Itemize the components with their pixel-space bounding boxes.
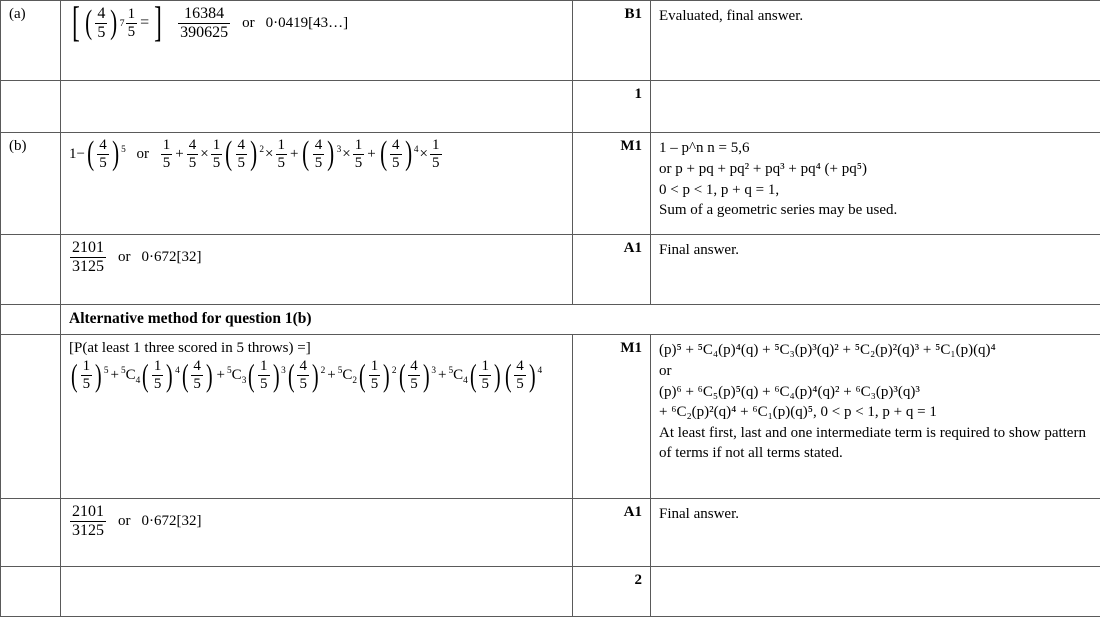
paren-group bbox=[246, 359, 281, 392]
exponent-two: 2 bbox=[321, 366, 326, 376]
exponent-five: 5 bbox=[104, 366, 109, 376]
table-row bbox=[1, 133, 1100, 235]
right-paren: ) bbox=[273, 363, 280, 388]
or-word-b: or bbox=[130, 146, 157, 162]
equals-sign: = bbox=[138, 15, 151, 32]
question-label-b-total bbox=[1, 567, 61, 617]
question-label-alt-header bbox=[1, 305, 61, 335]
question-label-alt bbox=[1, 335, 61, 499]
alternative-method-header: Alternative method for question 1(b) bbox=[61, 305, 1100, 335]
right-paren: ) bbox=[110, 10, 117, 37]
mark-cell-alt-answer: A1 bbox=[573, 499, 651, 567]
combination-superscript-five: 5 bbox=[448, 366, 453, 376]
square-bracket-group: [ ( $\frac{4}{5}$ ) 7 $\frac{1}{5}$ = ] bbox=[69, 6, 165, 41]
note-line-b-3: 0 < p < 1, p + q = 1, bbox=[659, 181, 1092, 201]
paren-group bbox=[378, 138, 414, 171]
fraction-answer: $\frac{2101}{3125}$ bbox=[70, 240, 106, 275]
plus-sign: + bbox=[215, 367, 227, 383]
fraction-one-fifth: $\frac{1}{5}$ bbox=[81, 359, 93, 392]
fraction-four-fifths: $\frac{4}{5}$ bbox=[95, 6, 107, 41]
fraction-one-fifth: $\frac{1}{5}$ bbox=[211, 138, 223, 171]
combination-superscript-five: 5 bbox=[121, 366, 126, 376]
note-alt-line-2: (p)⁶ + ⁶C₅(p)⁵(q) + ⁶C₄(p)⁴(q)² + ⁶C₃(p)³(q)³ bbox=[659, 383, 1092, 403]
exponent-three: 3 bbox=[431, 366, 436, 376]
times-sign: × bbox=[199, 146, 209, 162]
right-paren: ) bbox=[423, 363, 430, 388]
left-paren: ( bbox=[182, 363, 189, 388]
paren-group bbox=[300, 138, 336, 171]
question-label-a-total bbox=[1, 81, 61, 133]
exponent-four: 4 bbox=[537, 366, 542, 376]
combination-symbol-C: C bbox=[232, 367, 242, 383]
mark-cell-alt: M1 bbox=[573, 335, 651, 499]
question-label-b: (b) bbox=[1, 133, 61, 235]
left-paren: ( bbox=[303, 141, 310, 168]
mark-cell-b: M1 bbox=[573, 133, 651, 235]
left-paren: ( bbox=[288, 363, 295, 388]
times-sign: × bbox=[419, 146, 429, 162]
plus-sign: + bbox=[365, 146, 377, 162]
table-row bbox=[1, 567, 1100, 617]
question-label-b-answer bbox=[1, 235, 61, 305]
table-row bbox=[1, 1, 1100, 81]
fraction-four-fifths: $\frac{4}{5}$ bbox=[236, 138, 248, 171]
fraction-one-fifth: $\frac{1}{5}$ bbox=[276, 138, 288, 171]
paren-group bbox=[140, 359, 175, 392]
plus-sign: + bbox=[173, 146, 185, 162]
left-paren: ( bbox=[85, 10, 92, 37]
paren-group bbox=[397, 359, 432, 392]
mark-cell-a: B1 bbox=[573, 1, 651, 81]
fraction-four-fifths: $\frac{4}{5}$ bbox=[191, 359, 203, 392]
one-minus: 1− bbox=[69, 146, 85, 162]
combination-subscript-two: 2 bbox=[352, 376, 357, 386]
left-paren: ( bbox=[142, 363, 149, 388]
left-paren: ( bbox=[225, 141, 232, 168]
working-cell-a-total bbox=[61, 81, 573, 133]
fraction-four-fifths: $\frac{4}{5}$ bbox=[187, 138, 199, 171]
answer-formula-alt bbox=[69, 504, 202, 539]
left-paren: ( bbox=[399, 363, 406, 388]
mark-total-a: 1 bbox=[573, 81, 651, 133]
plus-sign: + bbox=[288, 146, 300, 162]
fraction-one-fifth: $\frac{1}{5}$ bbox=[152, 359, 164, 392]
or-word-alt-answer: or bbox=[111, 513, 138, 529]
note-cell-alt bbox=[651, 335, 1100, 499]
paren-group bbox=[83, 6, 120, 41]
right-paren: ) bbox=[494, 363, 501, 388]
working-cell-alt-answer bbox=[61, 499, 573, 567]
exponent-three: 3 bbox=[281, 366, 286, 376]
right-paren: ) bbox=[95, 363, 102, 388]
note-cell-b bbox=[651, 133, 1100, 235]
fraction-answer: $\frac{2101}{3125}$ bbox=[70, 504, 106, 539]
note-cell-b-answer bbox=[651, 235, 1100, 305]
note-text-b-answer: Final answer. bbox=[659, 241, 1092, 261]
mark-cell-b-answer: A1 bbox=[573, 235, 651, 305]
fraction-four-fifths: $\frac{4}{5}$ bbox=[514, 359, 526, 392]
working-cell-alt bbox=[61, 335, 573, 499]
mark-total-b: 2 bbox=[573, 567, 651, 617]
exponent-four: 4 bbox=[414, 145, 419, 155]
combination-superscript-five: 5 bbox=[338, 366, 343, 376]
fraction-four-fifths: $\frac{4}{5}$ bbox=[390, 138, 402, 171]
fraction-one-fifth: $\frac{1}{5}$ bbox=[369, 359, 381, 392]
decimal-value-alt: 0·672[32] bbox=[142, 513, 202, 529]
plus-sign: + bbox=[436, 367, 448, 383]
answer-formula-b bbox=[69, 240, 202, 275]
question-label-alt-answer bbox=[1, 499, 61, 567]
note-cell-alt-answer bbox=[651, 499, 1100, 567]
combination-superscript-five: 5 bbox=[227, 366, 232, 376]
combination-symbol-C: C bbox=[342, 367, 352, 383]
table-row bbox=[1, 499, 1100, 567]
exponent-four: 4 bbox=[175, 366, 180, 376]
right-paren: ) bbox=[250, 141, 257, 168]
fraction-four-fifths: $\frac{4}{5}$ bbox=[97, 138, 109, 171]
decimal-value-b: 0·672[32] bbox=[142, 249, 202, 265]
left-paren: ( bbox=[380, 141, 387, 168]
right-paren: ) bbox=[112, 141, 119, 168]
or-word-b-answer: or bbox=[111, 249, 138, 265]
combination-symbol-C: C bbox=[453, 367, 463, 383]
fraction-four-fifths: $\frac{4}{5}$ bbox=[297, 359, 309, 392]
left-square-bracket: [ bbox=[72, 8, 80, 39]
formula-a bbox=[69, 6, 348, 41]
note-alt-line-4: At least first, last and one intermediate term is required to show pattern of terms if not all terms stated. bbox=[659, 424, 1092, 464]
fraction-four-fifths: $\frac{4}{5}$ bbox=[408, 359, 420, 392]
left-paren: ( bbox=[359, 363, 366, 388]
working-cell-a bbox=[61, 1, 573, 81]
paren-group bbox=[503, 359, 538, 392]
combination-subscript-four: 4 bbox=[463, 376, 468, 386]
right-paren: ) bbox=[327, 141, 334, 168]
plus-sign: + bbox=[325, 367, 337, 383]
exponent-two: 2 bbox=[392, 366, 397, 376]
fraction-one-fifth: $\frac{1}{5}$ bbox=[353, 138, 365, 171]
fraction-result: $\frac{16384}{390625}$ bbox=[178, 6, 230, 41]
note-line-b-1: 1 – p^n n = 5,6 bbox=[659, 139, 1092, 159]
exponent-two: 2 bbox=[259, 145, 264, 155]
paren-group bbox=[286, 359, 321, 392]
paren-group bbox=[69, 359, 104, 392]
right-paren: ) bbox=[383, 363, 390, 388]
question-label-a: (a) bbox=[1, 1, 61, 81]
note-line-b-2: or p + pq + pq² + pq³ + pq⁴ (+ pq⁵) bbox=[659, 160, 1092, 180]
paren-group bbox=[85, 138, 121, 171]
note-alt-line-3: + ⁶C₂(p)²(q)⁴ + ⁶C₁(p)(q)⁵, 0 < p < 1, p + q = 1 bbox=[659, 403, 1092, 423]
exponent-three: 3 bbox=[337, 145, 342, 155]
formula-b bbox=[69, 138, 443, 171]
fraction-one-fifth: $\frac{1}{5}$ bbox=[126, 7, 138, 40]
right-paren: ) bbox=[206, 363, 213, 388]
left-paren: ( bbox=[505, 363, 512, 388]
paren-group bbox=[357, 359, 392, 392]
paren-group bbox=[223, 138, 259, 171]
fraction-one-fifth: $\frac{1}{5}$ bbox=[479, 359, 491, 392]
left-paren: ( bbox=[87, 141, 94, 168]
decimal-value-a: 0·0419[43…] bbox=[266, 15, 349, 31]
fraction-one-fifth: $\frac{1}{5}$ bbox=[161, 138, 173, 171]
right-paren: ) bbox=[529, 363, 536, 388]
exponent-five: 5 bbox=[121, 145, 126, 155]
fraction-four-fifths: $\frac{4}{5}$ bbox=[313, 138, 325, 171]
or-word-a: or bbox=[235, 15, 262, 31]
note-alt-line-1: (p)⁵ + ⁵C₄(p)⁴(q) + ⁵C₃(p)³(q)² + ⁵C₂(p)²(q)³ + ⁵C₁(p)(q)⁴ bbox=[659, 341, 1092, 361]
times-sign: × bbox=[264, 146, 274, 162]
table-row bbox=[1, 305, 1100, 335]
left-paren: ( bbox=[470, 363, 477, 388]
combination-subscript-three: 3 bbox=[242, 376, 247, 386]
working-cell-b-answer bbox=[61, 235, 573, 305]
probability-statement: [P(at least 1 three scored in 5 throws) =] bbox=[69, 340, 564, 359]
fraction-one-fifth: $\frac{1}{5}$ bbox=[258, 359, 270, 392]
table-row bbox=[1, 81, 1100, 133]
table-row bbox=[1, 235, 1100, 305]
note-text-a: Evaluated, final answer. bbox=[659, 7, 1092, 27]
right-paren: ) bbox=[166, 363, 173, 388]
note-cell-a-total bbox=[651, 81, 1100, 133]
right-square-bracket: ] bbox=[154, 8, 162, 39]
left-paren: ( bbox=[71, 363, 78, 388]
working-cell-b bbox=[61, 133, 573, 235]
left-paren: ( bbox=[248, 363, 255, 388]
note-cell-a bbox=[651, 1, 1100, 81]
right-paren: ) bbox=[312, 363, 319, 388]
fraction-one-fifth: $\frac{1}{5}$ bbox=[430, 138, 442, 171]
plus-sign: + bbox=[108, 367, 120, 383]
note-line-b-4: Sum of a geometric series may be used. bbox=[659, 201, 1092, 221]
table-row bbox=[1, 335, 1100, 499]
paren-group bbox=[180, 359, 215, 392]
combination-symbol-C: C bbox=[126, 367, 136, 383]
note-cell-b-total bbox=[651, 567, 1100, 617]
right-paren: ) bbox=[405, 141, 412, 168]
note-alt-or: or bbox=[659, 362, 1092, 382]
formula-alt bbox=[69, 359, 542, 392]
combination-subscript-four: 4 bbox=[136, 376, 141, 386]
note-text-alt-answer: Final answer. bbox=[659, 505, 1092, 525]
times-sign: × bbox=[341, 146, 351, 162]
working-cell-b-total bbox=[61, 567, 573, 617]
paren-group bbox=[468, 359, 503, 392]
